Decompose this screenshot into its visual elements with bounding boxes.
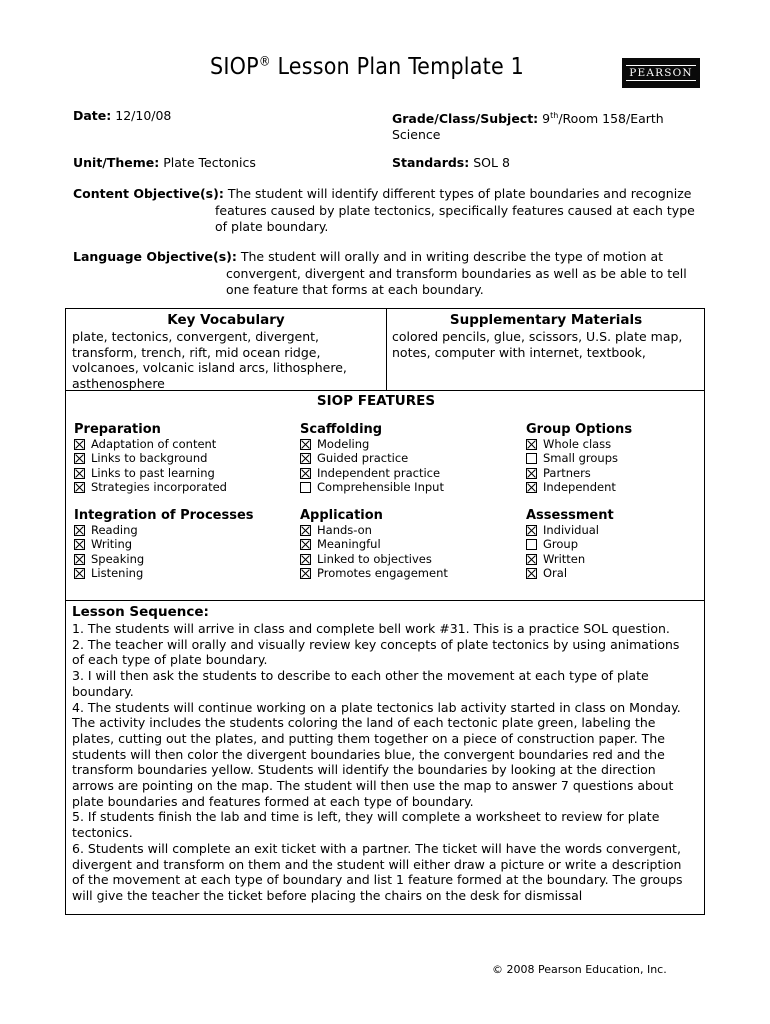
lesson-line: tectonics. <box>72 825 133 841</box>
checklist-item: Individual <box>526 523 599 537</box>
lesson-line: boundary. <box>72 683 134 699</box>
checkbox[interactable] <box>300 525 311 536</box>
checklist-item: Small groups <box>526 451 618 465</box>
checklist-item: Adaptation of content <box>74 437 227 451</box>
checklist-item: Modeling <box>300 437 444 451</box>
lesson-line: of each type of plate boundary. <box>72 652 268 668</box>
page-title: SIOP® Lesson Plan Template 1 <box>210 54 525 80</box>
checkbox[interactable] <box>526 453 537 464</box>
lesson-line: 2. The teacher will orally and visually review key concepts of plate tectonics by using animations <box>72 636 680 652</box>
checkbox[interactable] <box>300 539 311 550</box>
checkbox[interactable] <box>74 468 85 479</box>
checkbox[interactable] <box>74 525 85 536</box>
checklist-item: Writing <box>74 537 144 551</box>
lesson-line: divergent and transform on them and the student will either draw a picture or write a description <box>72 856 682 872</box>
lesson-line: 6. Students will complete an exit ticket with a partner. The ticket will have the words convergent, <box>72 840 681 856</box>
copyright-footer: © 2008 Pearson Education, Inc. <box>492 963 667 976</box>
preparation-heading: Preparation <box>74 422 161 437</box>
checklist-item: Hands-on <box>300 523 448 537</box>
lesson-sequence-heading: Lesson Sequence: <box>72 604 209 620</box>
checklist-item: Independent practice <box>300 466 444 480</box>
supplementary-materials-text: colored pencils, glue, scissors, U.S. plate map, notes, computer with internet, textbook, <box>392 329 683 360</box>
checkbox[interactable] <box>300 482 311 493</box>
lesson-plan-table <box>65 308 705 915</box>
checklist-item: Comprehensible Input <box>300 480 444 494</box>
lesson-line: 5. If students finish the lab and time is left, they will complete a worksheet to review for plate <box>72 809 660 825</box>
lesson-line: will give the teacher the ticket before placing the chairs on the desk for dismissal <box>72 887 583 903</box>
key-vocabulary-text: plate, tectonics, convergent, divergent, transform, trench, rift, mid ocean ridge, volcanoes, volcanic island arcs, lithosphere, asthenosphere <box>72 329 347 391</box>
checklist-item: Written <box>526 552 599 566</box>
unit-theme-field: Unit/Theme: Plate Tectonics <box>73 155 256 170</box>
lesson-sequence <box>72 604 704 904</box>
pearson-logo: PEARSON <box>622 58 700 88</box>
checkbox[interactable] <box>526 525 537 536</box>
lesson-line: The activity includes the students coloring the land of each tectonic plate green, labeling the <box>72 715 656 731</box>
siop-features-header: SIOP FEATURES <box>316 393 436 409</box>
checkbox[interactable] <box>300 568 311 579</box>
row-divider <box>66 600 704 601</box>
checkbox[interactable] <box>300 468 311 479</box>
checkbox[interactable] <box>526 539 537 550</box>
integration-list <box>74 523 144 581</box>
assessment-heading: Assessment <box>526 508 614 523</box>
language-objective: Language Objective(s): The student will orally and in writing describe the type of motion at convergent, divergent and transform boundaries as well as be able to tell one feature that forms at each boundary. <box>73 249 687 297</box>
checklist-item: Oral <box>526 566 599 580</box>
key-vocabulary-header: Key Vocabulary <box>167 312 285 328</box>
lesson-line: plates, cutting out the plates, and putting them together on a piece of construction paper. The <box>72 730 665 746</box>
checkbox[interactable] <box>300 439 311 450</box>
scaffolding-heading: Scaffolding <box>300 422 383 437</box>
content-objective: Content Objective(s): The student will identify different types of plate boundaries and recognize features caused by plate tectonics, specifically features caused at each type of plate boundary. <box>73 186 695 234</box>
lesson-line: of the movement at each type of boundary and list 1 feature formed at the boundary. The groups <box>72 872 683 888</box>
checklist-item: Reading <box>74 523 144 537</box>
checklist-item: Linked to objectives <box>300 552 448 566</box>
checklist-item: Independent <box>526 480 618 494</box>
scaffolding-list <box>300 437 444 495</box>
checkbox[interactable] <box>300 453 311 464</box>
checklist-item: Links to past learning <box>74 466 227 480</box>
lesson-line: transform boundaries yellow. Students will identify the boundaries by looking at the direction <box>72 762 656 778</box>
checkbox[interactable] <box>526 482 537 493</box>
checklist-item: Listening <box>74 566 144 580</box>
checkbox[interactable] <box>74 439 85 450</box>
checkbox[interactable] <box>300 554 311 565</box>
standards-field: Standards: SOL 8 <box>392 155 510 170</box>
checkbox[interactable] <box>526 554 537 565</box>
integration-heading: Integration of Processes <box>74 508 254 523</box>
group-options-heading: Group Options <box>526 422 633 437</box>
lesson-line: plate boundaries and features formed at each type of boundary. <box>72 793 474 809</box>
grade-class-subject-field: Grade/Class/Subject: 9th/Room 158/Earth Science <box>392 111 664 143</box>
assessment-list <box>526 523 599 581</box>
checkbox[interactable] <box>526 568 537 579</box>
lesson-line: 3. I will then ask the students to describe to each other the movement at each type of plate <box>72 668 649 684</box>
checklist-item: Speaking <box>74 552 144 566</box>
application-list <box>300 523 448 581</box>
checkbox[interactable] <box>74 482 85 493</box>
checkbox[interactable] <box>74 554 85 565</box>
lesson-line: 1. The students will arrive in class and complete bell work #31. This is a practice SOL question. <box>72 621 670 636</box>
checklist-item: Whole class <box>526 437 618 451</box>
group-options-list <box>526 437 618 495</box>
checklist-item: Links to background <box>74 451 227 465</box>
lesson-line: arrows are pointing on the map. The student will then use the map to answer 7 questions about <box>72 778 674 794</box>
lesson-line: 4. The students will continue working on a plate tectonics lab activity started in class on Monday. <box>72 699 681 715</box>
checklist-item: Guided practice <box>300 451 444 465</box>
checklist-item: Promotes engagement <box>300 566 448 580</box>
checklist-item: Meaningful <box>300 537 448 551</box>
date-field: Date: 12/10/08 <box>73 108 172 123</box>
preparation-list <box>74 437 227 495</box>
checkbox[interactable] <box>74 568 85 579</box>
checklist-item: Group <box>526 537 599 551</box>
application-heading: Application <box>300 508 383 523</box>
supplementary-materials-header: Supplementary Materials <box>449 312 643 328</box>
lesson-line: students will then color the divergent boundaries blue, the convergent boundaries red and the <box>72 746 665 762</box>
checklist-item: Strategies incorporated <box>74 480 227 494</box>
checklist-item: Partners <box>526 466 618 480</box>
checkbox[interactable] <box>526 439 537 450</box>
checkbox[interactable] <box>74 539 85 550</box>
checkbox[interactable] <box>74 453 85 464</box>
checkbox[interactable] <box>526 468 537 479</box>
